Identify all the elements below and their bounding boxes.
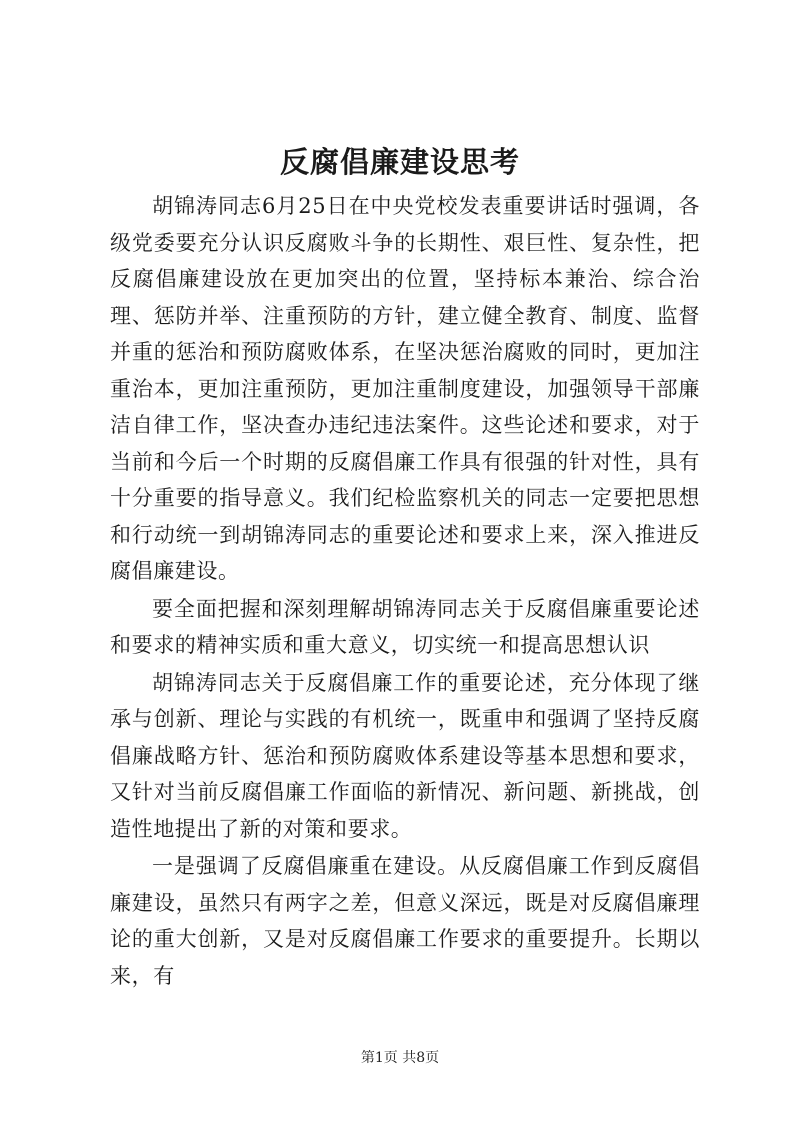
page-number-footer: 第1页 共8页 [360, 1050, 440, 1066]
document-body [110, 188, 700, 994]
paragraph: 胡锦涛同志6月25日在中央党校发表重要讲话时强调，各级党委要充分认识反腐败斗争的长期性、艰巨性、复杂性，把反腐倡廉建设放在更加突出的位置，坚持标本兼治、综合治理、惩防并举、注重预防的方针，建立健全教育、制度、监督并重的惩治和预防腐败体系，在坚决惩治腐败的同时，更加注重治本，更加注重预防，更加注重制度建设，加强领导干部廉洁自律工作，坚决查办违纪违法案件。这些论述和要求，对于当前和今后一个时期的反腐倡廉工作具有很强的针对性，具有十分重要的指导意义。我们纪检监察机关的同志一定要把思想和行动统一到胡锦涛同志的重要论述和要求上来，深入推进反腐倡廉建设。 [110, 194, 700, 583]
paragraph: 一是强调了反腐倡廉重在建设。从反腐倡廉工作到反腐倡廉建设，虽然只有两字之差，但意义深远，既是对反腐倡廉理论的重大创新，又是对反腐倡廉工作要求的重要提升。长期以来，有 [110, 854, 700, 988]
paragraph: 要全面把握和深刻理解胡锦涛同志关于反腐倡廉重要论述和要求的精神实质和重大意义，切实统一和提高思想认识 [110, 596, 700, 657]
document-title: 反腐倡廉建设思考 [279, 145, 520, 179]
paragraph: 胡锦涛同志关于反腐倡廉工作的重要论述，充分体现了继承与创新、理论与实践的有机统一，既重申和强调了坚持反腐倡廉战略方针、惩治和预防腐败体系建设等基本思想和要求，又针对当前反腐倡廉工作面临的新情况、新问题、新挑战，创造性地提出了新的对策和要求。 [110, 670, 700, 841]
